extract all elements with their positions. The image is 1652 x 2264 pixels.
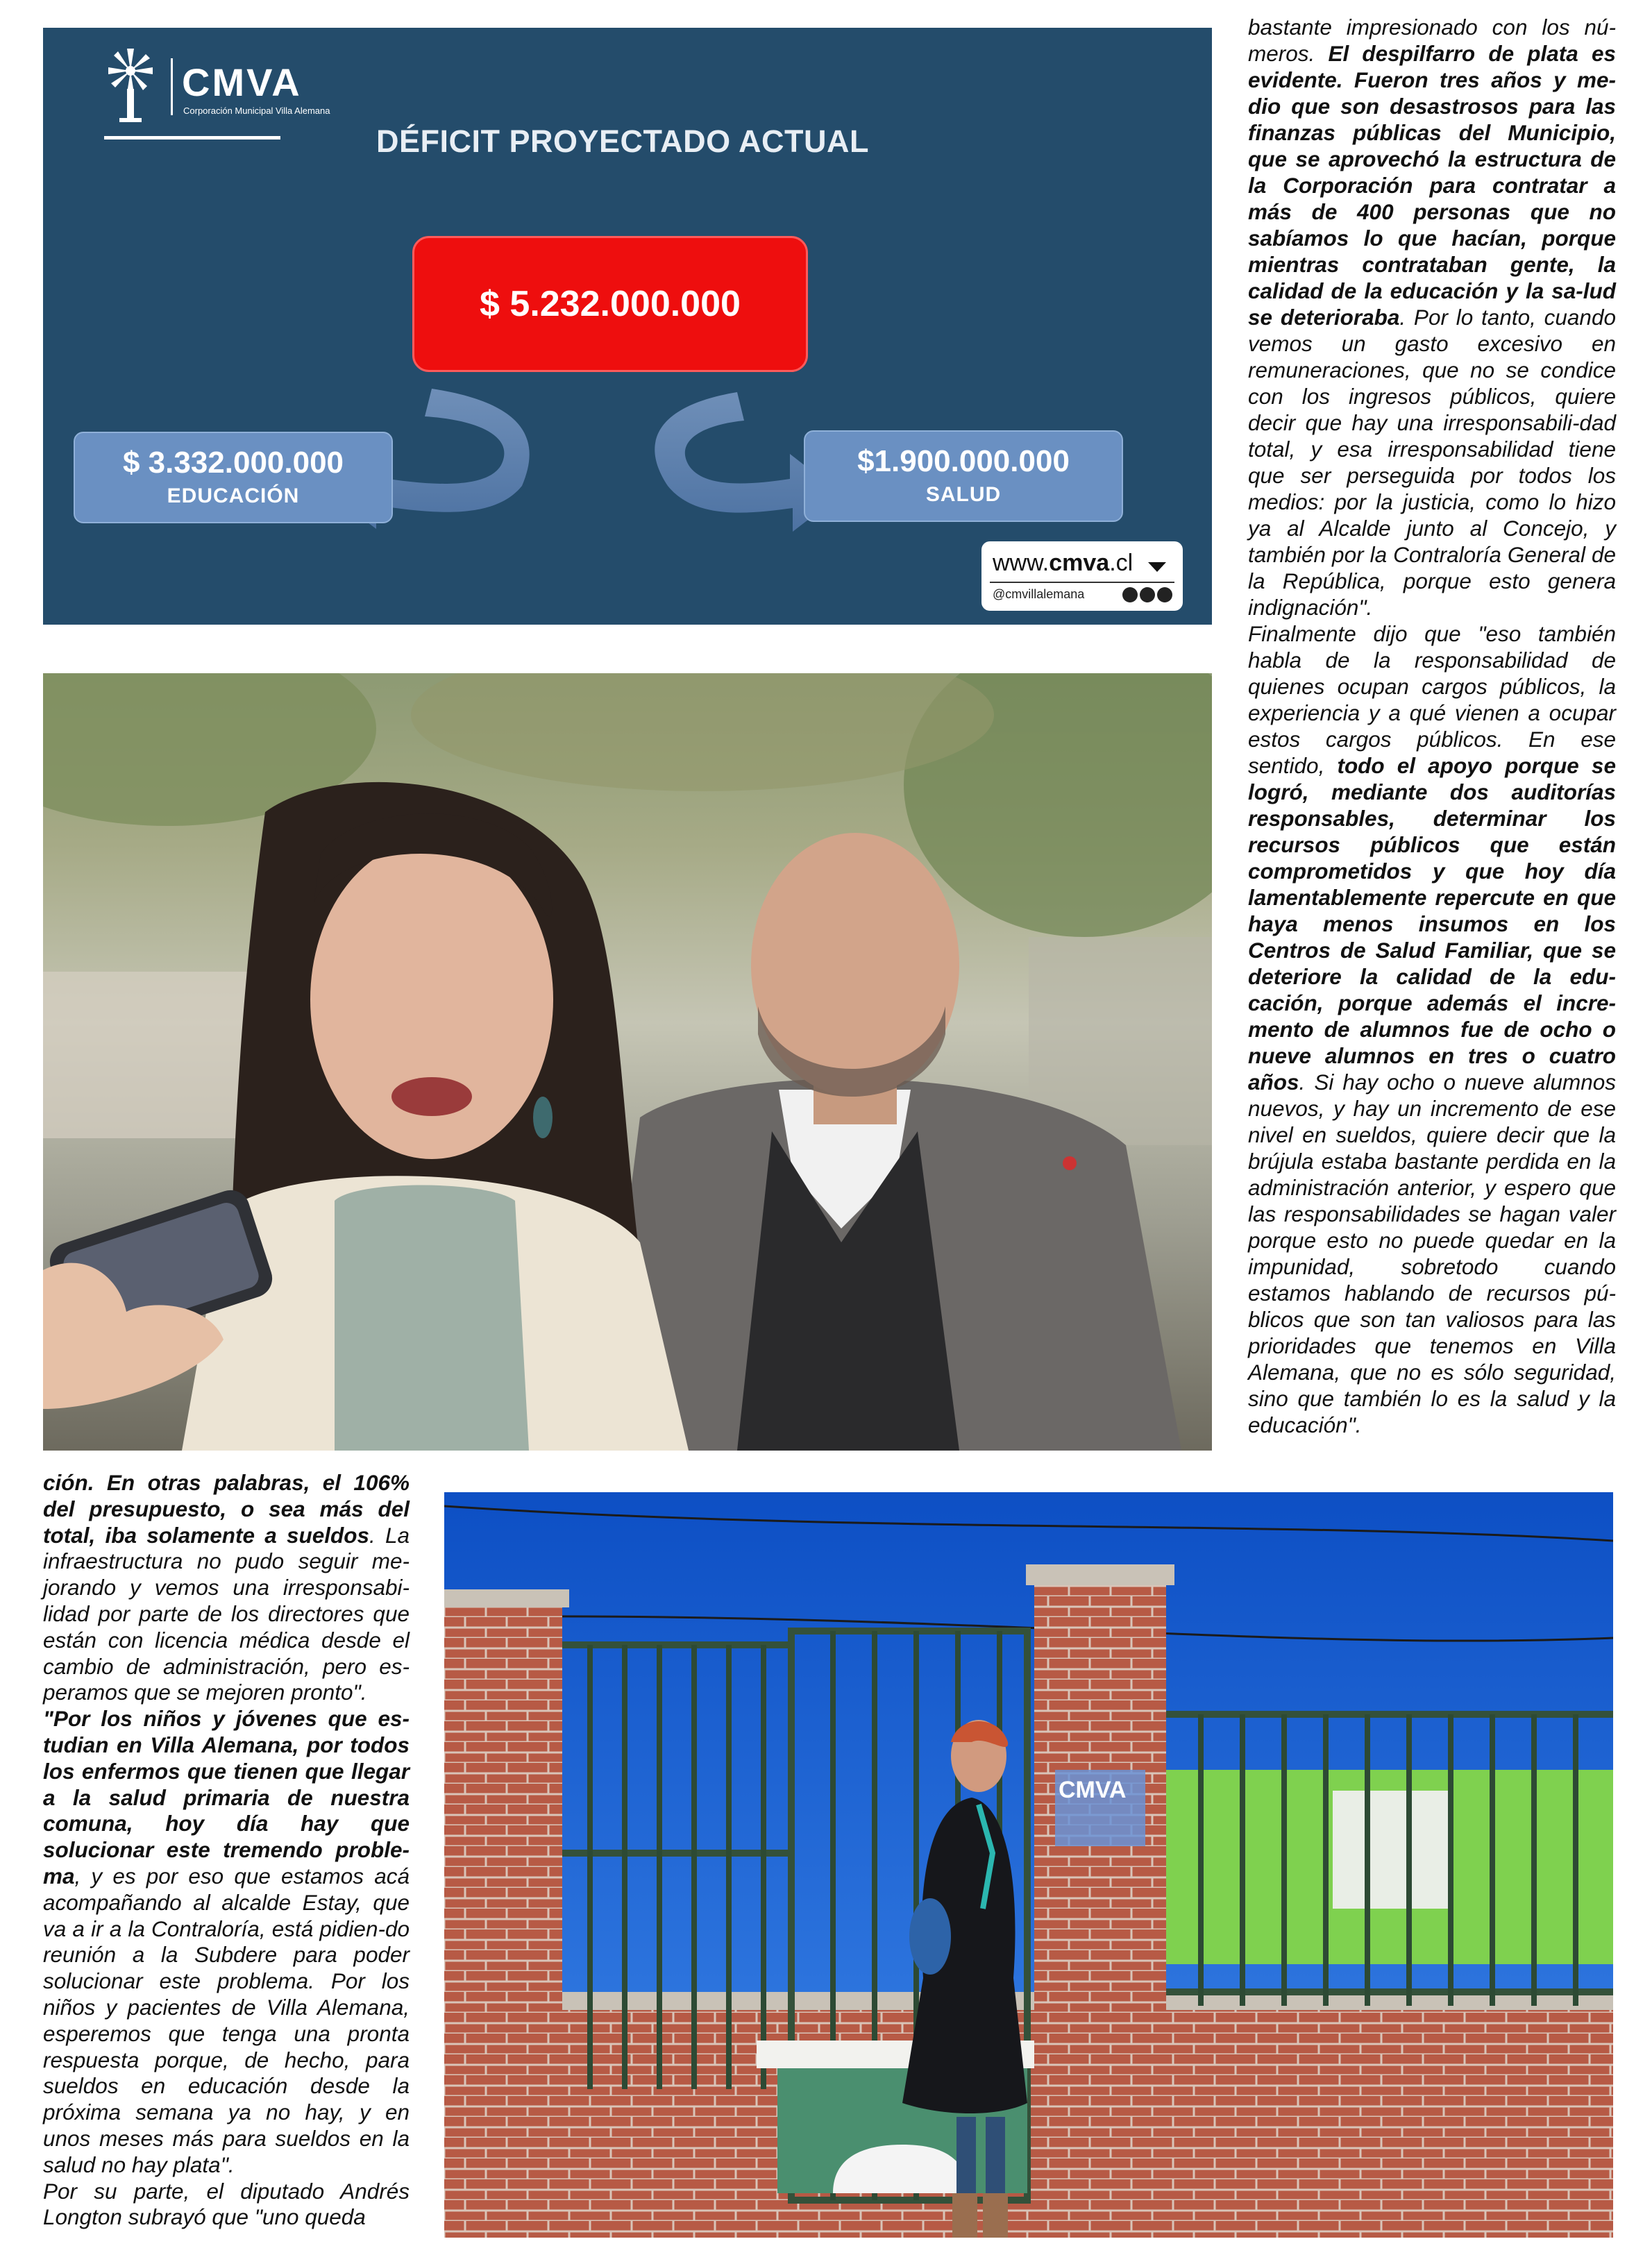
social-handle: @cmvillalemana (993, 587, 1085, 601)
article-column-right (1248, 14, 1616, 1438)
bold-text-run: "Por los niños y jóvenes que es-tudian en Villa Alemana, por todos los enfermos que tienen que llegar a la salud primaria de nuestra comuna, hoy día hay que solucionar este tremendo proble-ma (43, 1706, 410, 1889)
logo-subtitle: Corporación Municipal Villa Alemana (183, 105, 330, 116)
article-paragraph (43, 1706, 410, 2178)
bold-text-run: ción. En otras palabras, el 106% del presupuesto, o sea más del total, iba solamente a sueldos (43, 1470, 410, 1548)
health-label: SALUD (925, 483, 1002, 506)
dropdown-arrow-icon (1148, 562, 1166, 572)
photo-cmva-building (444, 1492, 1613, 2238)
article-paragraph (43, 1470, 410, 1706)
instagram-icon (1122, 587, 1138, 602)
education-label: EDUCACIÓN (167, 484, 300, 507)
website-badge (981, 541, 1183, 611)
total-deficit-box: $ 5.232.000.000 (412, 236, 808, 372)
article-paragraph (43, 2179, 410, 2231)
education-deficit-box (74, 432, 393, 523)
text-run: Finalmente dijo que "eso también habla de la responsabilidad de quienes ocupan cargos públicos, la experiencia y a qué vienen a ocupar estos cargos públicos. En ese sentido, (1248, 621, 1616, 778)
health-deficit-box (804, 430, 1123, 522)
text-run: bastante impresionado con los nú-meros. (1248, 15, 1616, 66)
social-icons (1120, 587, 1172, 606)
health-amount: $1.900.000.000 (857, 444, 1070, 478)
text-run: , y es por eso que estamos acá acompañando al alcalde Estay, que va a ir a la Contraloría, está pidien-do reunión a la Subdere para poder solucionar este problema. Por los niños y pacientes de Villa Alemana, esperemos que tenga una pronta respuesta porque, de hecho, para sueldos en educación desde la próxima semana ya no hay, y en unos meses más para sueldos en la salud no hay plata". (43, 1863, 410, 2177)
bold-text-run: todo el apoyo porque se logró, mediante dos auditorías responsables, determinar los recursos públicos que están comprometidos y que hoy día lamentablemente repercute en que haya menos insumos en los Centros de Salud Familiar, que se deteriore la calidad de la edu-cación, porque además el incre-mento de alumnos fue de ocho o nueve alumnos en tres o cuatro años (1248, 753, 1616, 1095)
youtube-icon (1157, 587, 1172, 602)
text-run: . Por lo tanto, cuando vemos un gasto excesivo en remuneraciones, que no se condice con los ingresos públicos, quiere decir que hay una irresponsabili-dad total, y esa irresponsabilidad tiene que ser perseguida por todos los medios: por la justicia, como lo hizo ya al Alcalde junto al Concejo, y también por la Contraloría General de la República, porque esto genera indignación". (1248, 305, 1616, 620)
article-paragraph (1248, 14, 1616, 620)
badge-divider (990, 582, 1174, 583)
education-amount: $ 3.332.000.000 (122, 446, 344, 480)
logo-text: CMVA (182, 60, 302, 104)
woman-figure (182, 782, 689, 1451)
text-run: Por su parte, el diputado Andrés Longton subrayó que "uno queda (43, 2178, 410, 2230)
facebook-icon (1140, 587, 1155, 602)
article-column-left (43, 1470, 410, 2231)
text-run: . Si hay ocho o nueve alumnos nuevos, y hay un incremento de ese nivel en sueldos, quiere decir que la brújula estaba bastante perdida en la administración anterior, y espero que las responsabilidades se hagan valer porque esto no puede quedar en la impunidad, sobretodo cuando estamos hablando de recursos pú-blicos que son tan valiosos para las prioridades que tenemos en Villa Alemana, que no es sólo seguridad, sino que también lo es la salud y la educación". (1248, 1070, 1616, 1437)
building-sign: CMVA (1059, 1777, 1127, 1803)
photo-press-statement (43, 673, 1212, 1451)
text-run: . La infraestructura no pudo seguir me-jorando y vemos una irresponsabi-lidad por parte de los directores que están con licencia médica desde el cambio de administración, pero es-peramos que se mejoren pronto". (43, 1522, 410, 1705)
infographic-title: DÉFICIT PROYECTADO ACTUAL (376, 124, 869, 159)
article-paragraph (1248, 620, 1616, 1438)
website-url: www.cmva.cl (993, 550, 1133, 576)
deficit-infographic (43, 28, 1212, 625)
bold-text-run: El despilfarro de plata es evidente. Fueron tres años y me-dio que son desastrosos para las finanzas públicas del Municipio, que se aprovechó la estructura de la Corporación para contratar a más de 400 personas que no sabíamos lo que hacían, porque mientras contrataban gente, la calidad de la educación y la sa-lud se deterioraba (1248, 41, 1616, 330)
